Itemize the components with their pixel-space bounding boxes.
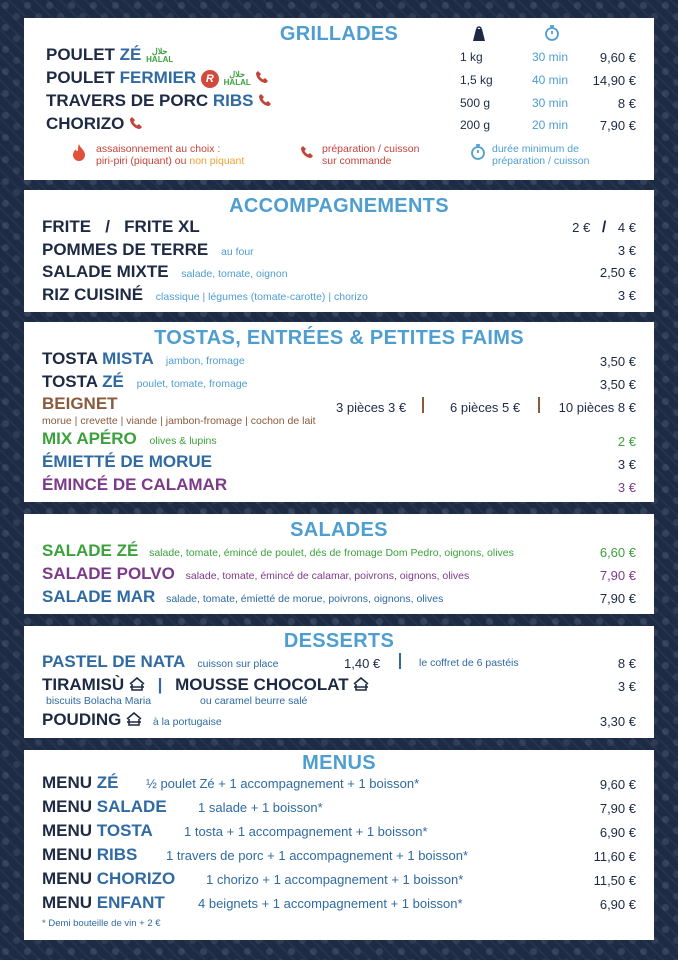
weight-icon <box>471 26 487 47</box>
homemade-icon <box>353 676 369 696</box>
section-desserts <box>24 626 654 738</box>
item-price: 3 € <box>617 480 636 495</box>
item-price: 7,90 € <box>599 568 636 583</box>
phone-icon <box>129 115 143 135</box>
legend-seasoning <box>96 143 244 167</box>
homemade-icon <box>129 676 145 696</box>
section-title: GRILLADES <box>279 23 399 45</box>
section-title: MENUS <box>302 752 376 774</box>
item-price <box>572 219 636 237</box>
label-rouge-icon: R <box>201 70 219 88</box>
menu-item-tosta-mista <box>42 349 245 369</box>
menu-item-emiette-morue: ÉMIETTÉ DE MORUE <box>42 452 213 471</box>
item-name: POULET <box>46 45 120 64</box>
section-menus <box>24 750 654 940</box>
menu-item-beignet: BEIGNET <box>42 394 118 413</box>
item-name: MENU <box>42 845 97 864</box>
item-description: olives & lupins <box>149 435 217 447</box>
item-price: 9,60 € <box>599 777 636 792</box>
price-separator: / <box>601 219 607 236</box>
option-separator <box>538 397 540 413</box>
legend-text: préparation / cuisson <box>492 155 590 167</box>
footnote: * Demi bouteille de vin + 2 € <box>42 918 161 929</box>
legend-text: préparation / cuisson <box>322 143 420 155</box>
option-separator <box>399 653 401 669</box>
item-name: SALADE ZÉ <box>42 541 139 560</box>
legend-preparation <box>322 143 419 167</box>
item-name: SALADE MAR <box>42 587 156 606</box>
item-price: 6,60 € <box>599 545 636 560</box>
item-description: à la portugaise <box>152 716 222 728</box>
legend-duration <box>492 143 589 167</box>
item-description: 1 chorizo + 1 accompagnement + 1 boisson* <box>206 872 464 887</box>
item-price-large: 4 € <box>617 220 636 235</box>
legend-text: assaisonnement au choix : <box>96 143 221 155</box>
phone-icon <box>300 145 314 164</box>
beignet-option: 10 pièces 8 € <box>558 400 636 415</box>
section-title: TOSTAS, ENTRÉES & PETITES FAIMS <box>154 327 524 349</box>
item-time: 30 min <box>532 96 569 110</box>
item-name-accent: RIBS <box>96 845 138 864</box>
option-separator <box>422 397 424 413</box>
item-price: 7,90 € <box>599 118 636 133</box>
menu-item-mix-apero <box>42 429 217 449</box>
legend-text: sur commande <box>322 155 392 167</box>
halal-icon: حلال HALAL <box>146 46 174 64</box>
menu-item-poulet-fermier <box>46 68 269 89</box>
beignet-option: 6 pièces 5 € <box>450 400 521 415</box>
item-name: RIZ CUISINÉ <box>42 285 144 304</box>
item-description: ½ poulet Zé + 1 accompagnement + 1 boisson* <box>146 776 420 791</box>
item-name: CHORIZO <box>46 114 125 133</box>
menu-item-salade-ze <box>42 541 514 561</box>
item-price: 7,90 € <box>599 801 636 816</box>
menu-item-menu-enfant <box>42 893 165 913</box>
section-accompagnements <box>24 190 654 312</box>
item-name-accent: ZÉ <box>96 773 119 792</box>
item-name-accent: RIBS <box>212 91 254 110</box>
item-description: le coffret de 6 pastéis <box>419 657 519 669</box>
menu-item-poulet-ze <box>46 45 173 65</box>
section-title: SALADES <box>290 519 388 541</box>
menu-item-frite: FRITE / FRITE XL <box>42 217 200 236</box>
item-name: TRAVERS DE PORC <box>46 91 213 110</box>
item-name: TOSTA <box>42 349 103 368</box>
beignet-option: 3 pièces 3 € <box>336 400 407 415</box>
item-description: salade, tomate, émincé de poulet, dés de fromage Dom Pedro, oignons, olives <box>149 547 514 559</box>
item-name-accent: ENFANT <box>96 893 165 912</box>
menu-item-menu-chorizo <box>42 869 175 889</box>
menu-item-menu-salade <box>42 797 167 817</box>
item-name-accent: SALADE <box>96 797 167 816</box>
item-weight: 1,5 kg <box>460 73 493 87</box>
menu-item-tiramisu <box>42 675 369 696</box>
menu-item-pastel-de-nata <box>42 652 278 672</box>
section-tostas <box>24 322 654 502</box>
menu-item-menu-ribs <box>42 845 137 865</box>
item-price: 3 € <box>617 679 636 694</box>
item-weight: 1 kg <box>460 50 483 64</box>
item-name: MENU <box>42 773 97 792</box>
item-name: TIRAMISÙ <box>42 675 125 694</box>
item-name-accent: MISTA <box>102 349 154 368</box>
menu-item-salade-mixte <box>42 262 288 282</box>
item-price: 7,90 € <box>599 591 636 606</box>
item-name-accent: TOSTA <box>96 821 153 840</box>
item-price: 8 € <box>617 96 636 111</box>
item-price: 6,90 € <box>599 897 636 912</box>
item-description: poulet, tomate, fromage <box>136 378 248 390</box>
item-name: TOSTA <box>42 372 103 391</box>
item-price: 8 € <box>617 656 636 671</box>
section-title: ACCOMPAGNEMENTS <box>229 195 449 217</box>
menu-item-travers-ribs <box>46 91 272 112</box>
menu-item-chorizo <box>46 114 143 135</box>
item-price: 11,60 € <box>593 849 636 864</box>
item-name: SALADE MIXTE <box>42 262 169 281</box>
item-price: 3 € <box>617 457 636 472</box>
item-description: salade, tomate, oignon <box>181 268 288 280</box>
item-description: 1 salade + 1 boisson* <box>198 800 323 815</box>
legend-text: piri-piri (piquant) ou non piquant <box>96 155 245 167</box>
timer-icon <box>470 143 486 166</box>
item-description: salade, tomate, émietté de morue, poivrons, oignons, olives <box>166 593 444 605</box>
item-price-small: 2 € <box>572 220 591 235</box>
timer-icon <box>544 24 560 47</box>
item-name: MENU <box>42 797 97 816</box>
item-name: SALADE POLVO <box>42 564 175 583</box>
item-name: MOUSSE CHOCOLAT <box>175 675 349 694</box>
item-subtitle: ou caramel beurre salé <box>200 695 308 707</box>
menu-item-salade-polvo <box>42 564 469 584</box>
menu-item-pommes-de-terre <box>42 240 254 260</box>
item-name: MIX APÉRO <box>42 429 137 448</box>
item-time: 30 min <box>532 50 569 64</box>
menu-item-menu-ze <box>42 773 119 793</box>
item-price: 3 € <box>617 243 636 258</box>
item-description: jambon, fromage <box>165 355 245 367</box>
item-name: POULET <box>46 68 120 87</box>
item-name: MENU <box>42 893 97 912</box>
legend-text: durée minimum de <box>492 143 579 155</box>
section-salades <box>24 514 654 614</box>
item-price: 3,50 € <box>599 377 636 392</box>
item-subtitle: morue | crevette | viande | jambon-fromage | cochon de lait <box>42 415 316 427</box>
item-name-accent: ZÉ <box>119 45 142 64</box>
item-price: 9,60 € <box>599 50 636 65</box>
phone-icon <box>255 69 269 89</box>
item-description: 1 tosta + 1 accompagnement + 1 boisson* <box>184 824 428 839</box>
item-price: 11,50 € <box>593 873 636 888</box>
section-grillades <box>24 18 654 180</box>
item-description: 4 beignets + 1 accompagnement + 1 boisson* <box>198 896 463 911</box>
item-name: POUDING <box>42 710 122 729</box>
item-name-accent: ZÉ <box>102 372 124 391</box>
item-price: 2,50 € <box>599 265 636 280</box>
item-description: salade, tomate, émincé de calamar, poivrons, oignons, olives <box>185 570 470 582</box>
flame-icon <box>72 143 86 166</box>
item-subtitle: biscuits Bolacha Maria <box>46 695 152 707</box>
item-description: 1 travers de porc + 1 accompagnement + 1 boisson* <box>166 848 469 863</box>
item-weight: 500 g <box>460 96 491 110</box>
menu-item-salade-mar <box>42 587 443 607</box>
item-time: 20 min <box>532 118 569 132</box>
item-name-accent: FERMIER <box>119 68 197 87</box>
item-weight: 200 g <box>460 118 491 132</box>
item-name: PASTEL DE NATA <box>42 652 185 671</box>
homemade-icon <box>126 711 142 731</box>
item-price: 3,50 € <box>599 354 636 369</box>
item-description: au four <box>220 246 254 258</box>
menu-item-riz-cuisine <box>42 285 368 305</box>
item-name: POMMES DE TERRE <box>42 240 209 259</box>
item-name: MENU <box>42 869 97 888</box>
menu-item-pouding <box>42 710 222 731</box>
menu-item-tosta-ze <box>42 372 248 392</box>
item-separator: | <box>157 675 163 694</box>
item-description: classique | légumes (tomate-carotte) | chorizo <box>155 291 368 303</box>
item-description: cuisson sur place <box>197 658 279 670</box>
menu-item-menu-tosta <box>42 821 153 841</box>
item-price: 6,90 € <box>599 825 636 840</box>
item-price: 3 € <box>617 288 636 303</box>
item-price: 14,90 € <box>592 73 636 88</box>
phone-icon <box>258 92 272 112</box>
section-title: DESSERTS <box>283 630 395 652</box>
item-price: 2 € <box>617 434 636 449</box>
item-price-unit: 1,40 € <box>344 656 381 671</box>
item-time: 40 min <box>532 73 569 87</box>
item-price: 3,30 € <box>599 714 636 729</box>
item-name-accent: CHORIZO <box>96 869 176 888</box>
item-name: MENU <box>42 821 97 840</box>
halal-icon: حلال HALAL <box>223 69 251 87</box>
menu-item-emince-calamar: ÉMINCÉ DE CALAMAR <box>42 475 228 494</box>
